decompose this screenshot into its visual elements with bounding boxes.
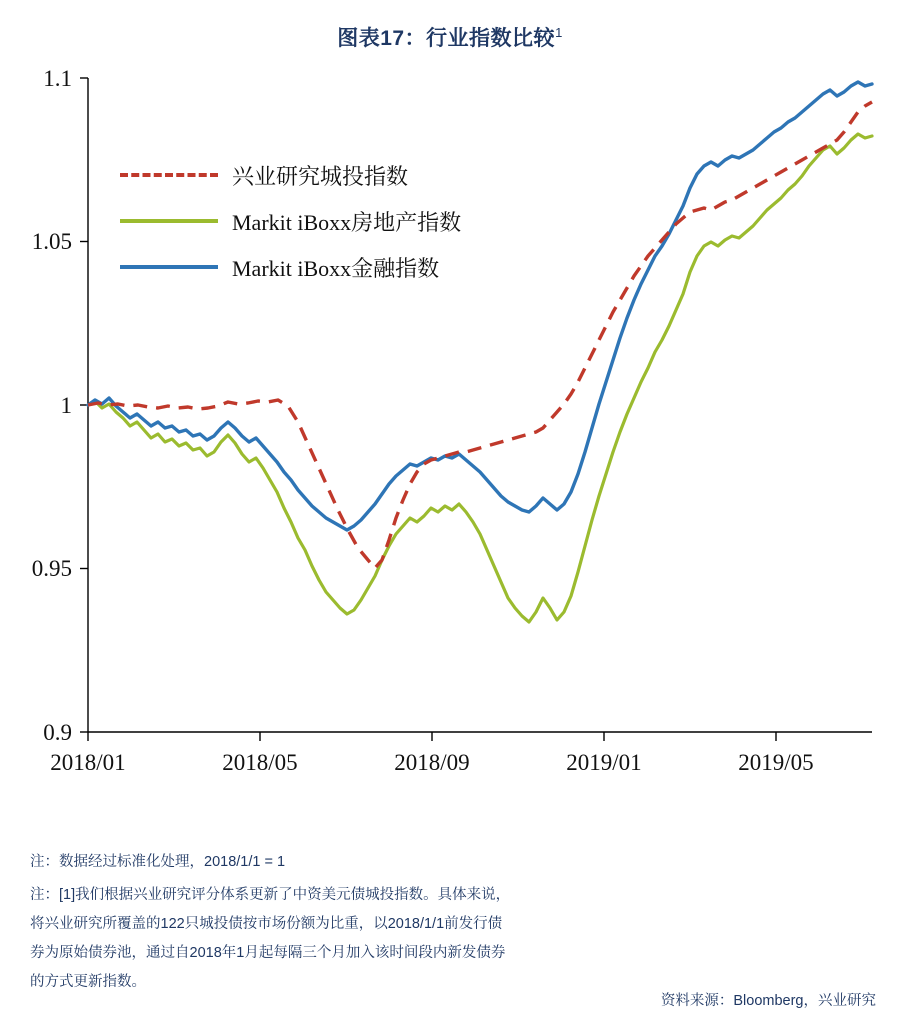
legend-swatch-real-estate-icon <box>120 219 218 223</box>
chart-title-superscript: 1 <box>555 25 563 40</box>
chart-legend <box>120 152 640 290</box>
series-line-financial <box>88 82 872 530</box>
y-tick-label-1.1: 1.1 <box>43 66 72 91</box>
legend-item-chengtou <box>120 152 640 198</box>
y-axis-ticks <box>32 66 88 745</box>
note-methodology-line-2: 将兴业研究所覆盖的122只城投债按市场份额为比重，以2018/1/1前发行债 <box>30 916 503 932</box>
legend-swatch-chengtou-icon <box>120 173 218 177</box>
x-tick-label-0: 2018/01 <box>50 750 126 775</box>
chart-notes <box>30 848 730 997</box>
legend-label-financial: Markit iBoxx金融指数 <box>232 255 440 281</box>
legend-item-financial <box>120 244 640 290</box>
note-methodology-line-1: 注：[1]我们根据兴业研究评分体系更新了中资美元债城投指数。具体来说， <box>30 887 511 903</box>
legend-item-real-estate <box>120 198 640 244</box>
x-tick-label-4: 2019/05 <box>738 750 814 775</box>
x-tick-label-2: 2018/09 <box>394 750 470 775</box>
y-tick-label-0.9: 0.9 <box>43 720 72 745</box>
y-tick-label-0.95: 0.95 <box>31 556 72 581</box>
source-attribution: 资料来源：Bloomberg，兴业研究 <box>660 993 876 1009</box>
chart-title-text: 图表17：行业指数比较 <box>337 27 556 50</box>
x-tick-label-3: 2019/01 <box>566 750 642 775</box>
note-normalization: 注：数据经过标准化处理，2018/1/1 = 1 <box>30 854 286 870</box>
y-tick-label-1: 1 <box>60 393 72 418</box>
note-methodology-line-4: 的方式更新指数。 <box>30 974 146 990</box>
legend-label-real-estate: Markit iBoxx房地产指数 <box>232 209 462 235</box>
note-methodology <box>30 881 730 997</box>
page-title <box>0 22 900 52</box>
legend-swatch-financial-icon <box>120 265 218 269</box>
legend-label-chengtou: 兴业研究城投指数 <box>232 163 409 189</box>
chart-plot-area <box>0 60 900 850</box>
x-axis-ticks <box>50 732 813 775</box>
y-tick-label-1.05: 1.05 <box>31 229 72 254</box>
note-methodology-line-3: 券为原始债券池，通过自2018年1月起每隔三个月加入该时间段内新发债券 <box>30 945 506 961</box>
x-tick-label-1: 2018/05 <box>222 750 298 775</box>
